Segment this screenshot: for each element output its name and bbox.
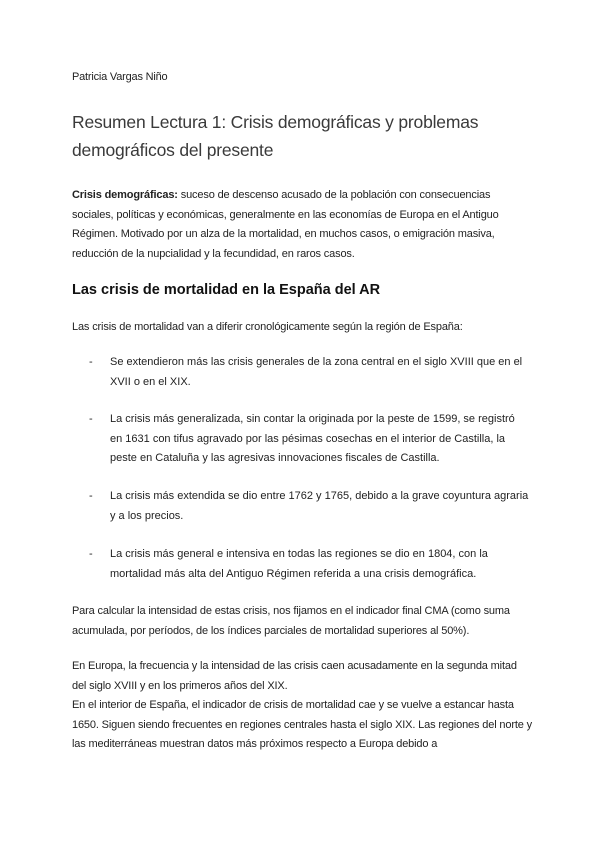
bullet-text: Se extendieron más las crisis generales de la zona central en el siglo XVIII que en el XVII o en el XIX. — [110, 356, 523, 388]
author-name: Patricia Vargas Niño — [72, 71, 168, 83]
intro-term: Crisis demográficas: — [72, 189, 178, 201]
section-intro: Las crisis de mortalidad van a diferir cronológicamente según la región de España: — [72, 321, 463, 333]
intro-paragraph — [72, 186, 532, 264]
bullet-text: La crisis más general e intensiva en todas las regiones se dio en 1804, con la mortalidad más alta del Antiguo Régimen referida a una crisis demográfica. — [110, 548, 488, 580]
bullet-dash: - — [89, 413, 93, 425]
section-heading: Las crisis de mortalidad en la España del AR — [72, 282, 381, 298]
interior-paragraph: En el interior de España, el indicador de crisis de mortalidad cae y se vuelve a estancar hasta 1650. Siguen siendo frecuentes en regiones centrales hasta el siglo XIX. Las regiones del norte y las mediterráneas muestran datos más próximos respecto a Europa debido a — [72, 699, 532, 750]
europa-paragraph: En Europa, la frecuencia y la intensidad de las crisis caen acusadamente en la segunda mitad del siglo XVIII y en los primeros años del XIX. — [72, 660, 517, 692]
bullet-dash: - — [89, 548, 93, 560]
cma-paragraph: Para calcular la intensidad de estas crisis, nos fijamos en el indicador final CMA (como suma acumulada, por períodos, de los índices parciales de mortalidad superiores al 50%). — [72, 605, 510, 637]
bullet-dash: - — [89, 490, 93, 502]
intro-definition: suceso de descenso acusado de la población con consecuencias sociales, políticas y económicas, generalmente en las economías de Europa en el Antiguo Régimen. Motivado por un alza de la mortalidad, en muchos casos, o emigración masiva, reducción de la nupcialidad y la fecundidad, en raros casos. — [72, 189, 499, 260]
bullet-text: La crisis más extendida se dio entre 1762 y 1765, debido a la grave coyuntura agraria y a los precios. — [110, 490, 529, 522]
document-title: Resumen Lectura 1: Crisis demográficas y problemas demográficos del presente — [72, 112, 479, 160]
bullet-dash: - — [89, 356, 93, 368]
bullet-text: La crisis más generalizada, sin contar la originada por la peste de 1599, se registró en 1631 con tifus agravado por las pésimas cosechas en el interior de Castilla, la peste en Cataluña y las agresivas innovaciones fiscales de Castilla. — [110, 413, 515, 464]
